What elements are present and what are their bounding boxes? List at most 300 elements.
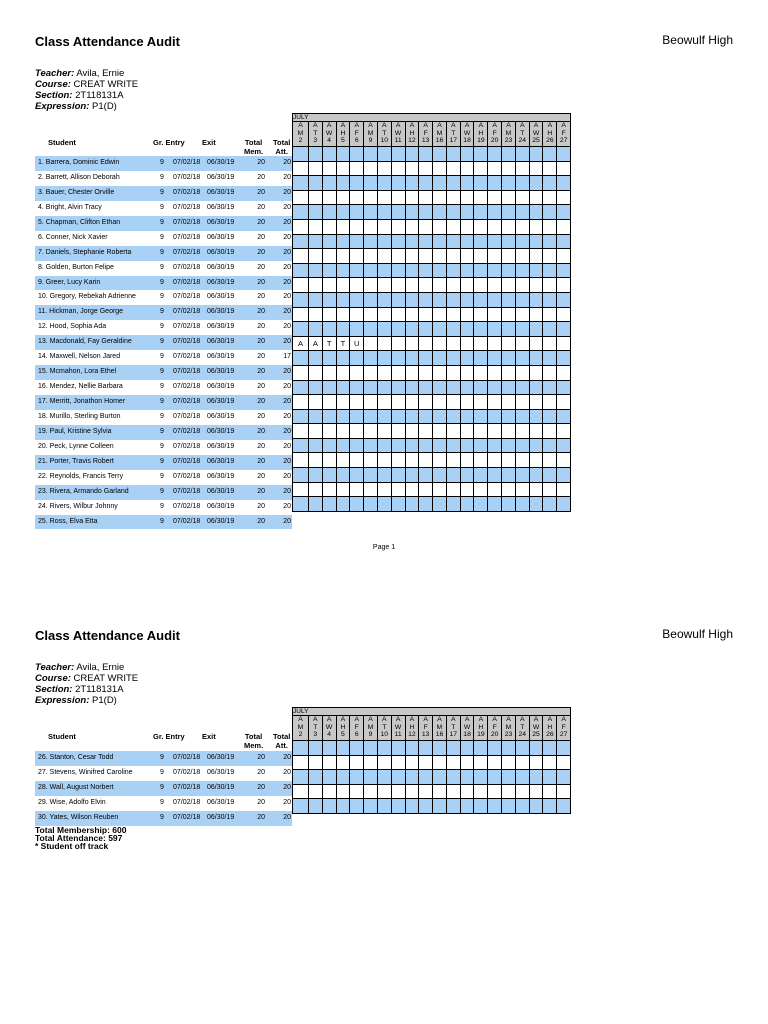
exit-date: 06/30/19 (207, 308, 235, 316)
day-header: A W 25 (529, 122, 543, 147)
entry-date: 07/02/18 (173, 427, 201, 435)
entry-date: 07/02/18 (173, 248, 201, 256)
attendance-cell (433, 741, 447, 756)
student-name: 27. Stevens, Winifred Caroline (38, 768, 133, 776)
attendance-cell (419, 784, 433, 799)
attendance-cell (557, 770, 571, 785)
student-name: 13. Macdonald, Fay Geraldine (38, 338, 132, 346)
entry-date: 07/02/18 (173, 203, 201, 211)
attendance-cell: T (322, 336, 336, 351)
attendance-cell (293, 755, 309, 770)
total-membership-cell: 20 (257, 173, 265, 181)
attendance-cell (364, 770, 378, 785)
attendance-cell (293, 799, 309, 814)
grade: 9 (160, 248, 164, 256)
total-membership-cell: 20 (257, 188, 265, 196)
month-cell (322, 708, 336, 716)
page-number: Page 1 (372, 544, 396, 551)
total-attendance-cell: 20 (283, 383, 291, 391)
attendance-cell (433, 770, 447, 785)
entry-date: 07/02/18 (173, 487, 201, 495)
grade: 9 (160, 798, 164, 806)
attendance-cell (322, 741, 336, 756)
total-membership-cell: 20 (257, 754, 265, 761)
total-attendance-cell: 20 (283, 487, 291, 495)
exit-date: 06/30/19 (207, 248, 235, 256)
attendance-cell (543, 741, 557, 756)
col-exit-header: Exit (202, 138, 216, 147)
month-cell (543, 708, 557, 716)
attendance-row (293, 784, 571, 799)
attendance-row (293, 755, 571, 770)
expression-value: P1(D) (92, 695, 117, 706)
attendance-cell (515, 741, 529, 756)
exit-date: 06/30/19 (207, 502, 235, 510)
entry-date: 07/02/18 (173, 159, 201, 166)
attendance-cell (364, 741, 378, 756)
teacher-label: Teacher: (35, 68, 75, 79)
total-membership-cell: 20 (257, 783, 265, 791)
attendance-cell (391, 784, 405, 799)
student-name: 8. Golden, Burton Felipe (38, 263, 114, 271)
grade: 9 (160, 323, 164, 331)
grade: 9 (160, 338, 164, 346)
grade: 9 (160, 768, 164, 776)
student-name: 7. Daniels, Stephanie Roberta (38, 248, 132, 256)
attendance-cell (446, 755, 460, 770)
exit-date: 06/30/19 (207, 487, 235, 495)
attendance-cell (488, 741, 502, 756)
day-header: A W 18 (460, 122, 474, 147)
grade: 9 (160, 368, 164, 376)
teacher-value: Avila, Ernie (76, 68, 125, 79)
attendance-cell (293, 741, 309, 756)
course-value: CREAT WRITE (73, 673, 139, 684)
attendance-cell (391, 741, 405, 756)
attendance-cell (460, 784, 474, 799)
total-attendance-cell: 20 (283, 159, 291, 166)
exit-date: 06/30/19 (207, 517, 235, 525)
day-header: A F 27 (557, 716, 571, 741)
day-header: A M 2 (293, 716, 309, 741)
student-name: 24. Rivers, Wilbur Johnny (38, 502, 118, 510)
day-header: A H 26 (543, 122, 557, 147)
student-name: 6. Conner, Nick Xavier (38, 233, 108, 241)
col-total-mem-header: Total Mem. (244, 138, 264, 156)
section-value: 2T118131A (75, 90, 124, 101)
exit-date: 06/30/19 (207, 218, 235, 226)
total-attendance-cell: 20 (283, 517, 291, 525)
student-name: 28. Wall, August Norbert (38, 783, 114, 791)
total-attendance-cell: 20 (283, 293, 291, 301)
attendance-cell (377, 799, 391, 814)
attendance-cell (557, 799, 571, 814)
attendance-cell (419, 799, 433, 814)
course-value: CREAT WRITE (73, 79, 139, 90)
student-name: 21. Porter, Travis Robert (38, 457, 114, 465)
day-header: A H 5 (336, 122, 350, 147)
attendance-cell (350, 755, 364, 770)
attendance-cell (405, 784, 419, 799)
day-header: A W 4 (322, 122, 336, 147)
col-total-mem-header: Total Mem. (244, 732, 264, 750)
day-header: A M 2 (293, 122, 309, 147)
grade: 9 (160, 188, 164, 196)
attendance-cell (377, 784, 391, 799)
col-gr-entry-header: Gr. Entry (153, 138, 185, 147)
total-membership-cell: 20 (257, 308, 265, 316)
total-membership-cell: 20 (257, 412, 265, 420)
attendance-cell (529, 799, 543, 814)
grade: 9 (160, 383, 164, 391)
attendance-cell (419, 755, 433, 770)
day-header: A T 10 (377, 122, 391, 147)
exit-date: 06/30/19 (207, 263, 235, 271)
day-header: A H 19 (474, 122, 488, 147)
attendance-cell (433, 755, 447, 770)
month-cell (460, 708, 474, 716)
grade: 9 (160, 278, 164, 286)
section-label: Section: (35, 90, 73, 101)
month-cell (419, 708, 433, 716)
day-header: A H 19 (474, 716, 488, 741)
student-name: 11. Hickman, Jorge George (38, 308, 124, 316)
student-name: 17. Merritt, Jonathon Homer (38, 398, 126, 405)
attendance-cell (446, 741, 460, 756)
attendance-cell (350, 799, 364, 814)
course-label: Course: (35, 673, 71, 684)
month-cell (529, 708, 543, 716)
total-attendance-cell: 20 (283, 412, 291, 420)
total-attendance-cell: 20 (283, 233, 291, 241)
student-name: 14. Maxwell, Nelson Jared (38, 353, 121, 361)
attendance-cell (557, 784, 571, 799)
attendance-cell (502, 784, 516, 799)
entry-date: 07/02/18 (173, 813, 201, 821)
attendance-cell (377, 755, 391, 770)
total-attendance-cell: 20 (283, 768, 291, 776)
total-attendance-cell: 20 (283, 442, 291, 450)
day-header: A W 25 (529, 716, 543, 741)
report-meta (35, 662, 138, 706)
attendance-cell (322, 770, 336, 785)
attendance-cell (336, 741, 350, 756)
entry-date: 07/02/18 (173, 188, 201, 196)
student-name: 1. Barrera, Dominic Edwin (38, 159, 120, 166)
month-cell (377, 708, 391, 716)
month-cell (502, 708, 516, 716)
day-header: A F 13 (419, 122, 433, 147)
attendance-cell: A (308, 336, 322, 351)
totals-block (35, 826, 126, 850)
total-membership-cell: 20 (257, 427, 265, 435)
total-membership-cell: 20 (257, 398, 265, 405)
day-header: A F 13 (419, 716, 433, 741)
attendance-cell (405, 770, 419, 785)
total-membership-cell: 20 (257, 813, 265, 821)
total-membership-cell: 20 (257, 472, 265, 480)
total-membership-cell: 20 (257, 218, 265, 226)
entry-date: 07/02/18 (173, 783, 201, 791)
grade: 9 (160, 487, 164, 495)
attendance-cell (460, 770, 474, 785)
attendance-cell: A (293, 336, 309, 351)
student-row (35, 796, 292, 811)
exit-date: 06/30/19 (207, 338, 235, 346)
attendance-cell (460, 755, 474, 770)
day-header: A F 20 (488, 716, 502, 741)
total-attendance-cell: 20 (283, 502, 291, 510)
total-attendance-cell: 20 (283, 427, 291, 435)
total-attendance-cell: 20 (283, 398, 291, 405)
entry-date: 07/02/18 (173, 323, 201, 331)
entry-date: 07/02/18 (173, 442, 201, 450)
exit-date: 06/30/19 (207, 457, 235, 465)
total-attendance-cell: 20 (283, 188, 291, 196)
attendance-cell (405, 741, 419, 756)
off-track-note: * Student off track (35, 841, 109, 851)
attendance-cell (460, 741, 474, 756)
teacher-label: Teacher: (35, 662, 75, 673)
attendance-cell (391, 770, 405, 785)
report-title: Class Attendance Audit (35, 628, 180, 643)
exit-date: 06/30/19 (207, 412, 235, 420)
attendance-cell (502, 741, 516, 756)
attendance-cell (419, 770, 433, 785)
exit-date: 06/30/19 (207, 368, 235, 376)
day-header: A F 27 (557, 122, 571, 147)
attendance-cell (391, 799, 405, 814)
month-cell (515, 708, 529, 716)
exit-date: 06/30/19 (207, 754, 235, 761)
attendance-cell (488, 799, 502, 814)
attendance-cell (474, 770, 488, 785)
attendance-cell (557, 741, 571, 756)
total-membership-cell: 20 (257, 233, 265, 241)
attendance-cell (308, 799, 322, 814)
attendance-cell (446, 784, 460, 799)
attendance-cell (433, 784, 447, 799)
month-label: JULY (293, 708, 309, 715)
total-attendance-cell: 20 (283, 173, 291, 181)
course-label: Course: (35, 79, 71, 90)
exit-date: 06/30/19 (207, 442, 235, 450)
exit-date: 06/30/19 (207, 293, 235, 301)
grade: 9 (160, 754, 164, 761)
exit-date: 06/30/19 (207, 398, 235, 405)
attendance-cell (308, 784, 322, 799)
month-cell (391, 708, 405, 716)
attendance-cell (322, 799, 336, 814)
grade: 9 (160, 398, 164, 405)
attendance-cell (488, 755, 502, 770)
total-attendance-cell: 20 (283, 218, 291, 226)
attendance-row (293, 770, 571, 785)
entry-date: 07/02/18 (173, 398, 201, 405)
student-name: 12. Hood, Sophia Ada (38, 323, 107, 331)
grade: 9 (160, 233, 164, 241)
total-membership-cell: 20 (257, 159, 265, 166)
total-membership-cell: 20 (257, 278, 265, 286)
day-header: A H 12 (405, 716, 419, 741)
attendance-cell (460, 799, 474, 814)
month-cell (308, 708, 322, 716)
attendance-cell (488, 770, 502, 785)
day-header: A T 3 (308, 122, 322, 147)
student-row (35, 766, 292, 781)
month-cell (336, 708, 350, 716)
grade: 9 (160, 159, 164, 166)
attendance-cell (350, 784, 364, 799)
grade: 9 (160, 218, 164, 226)
total-membership: Total Membership: 600 (35, 825, 127, 835)
exit-date: 06/30/19 (207, 472, 235, 480)
day-header: A M 23 (502, 122, 516, 147)
exit-date: 06/30/19 (207, 323, 235, 331)
attendance-cell (474, 755, 488, 770)
student-rows (35, 751, 292, 826)
student-name: 15. Mcmahon, Lora Ethel (38, 368, 117, 376)
exit-date: 06/30/19 (207, 159, 235, 166)
total-membership-cell: 20 (257, 768, 265, 776)
attendance-cell (364, 784, 378, 799)
grade: 9 (160, 293, 164, 301)
attendance-cell (446, 770, 460, 785)
attendance-cell (474, 784, 488, 799)
col-total-att-header: Total Att. (273, 732, 291, 750)
student-name: 20. Peck, Lynne Colleen (38, 442, 114, 450)
student-name: 25. Ross, Elva Etta (38, 517, 98, 525)
total-membership-cell: 20 (257, 368, 265, 376)
day-header: A T 24 (515, 716, 529, 741)
total-membership-cell: 20 (257, 353, 265, 361)
student-row (35, 811, 292, 826)
attendance-cell (377, 770, 391, 785)
exit-date: 06/30/19 (207, 278, 235, 286)
attendance-cell (336, 784, 350, 799)
day-header: A T 17 (446, 122, 460, 147)
month-cell (557, 708, 571, 716)
total-membership-cell: 20 (257, 502, 265, 510)
attendance-cell (502, 799, 516, 814)
exit-date: 06/30/19 (207, 353, 235, 361)
month-cell (364, 708, 378, 716)
entry-date: 07/02/18 (173, 278, 201, 286)
total-attendance-cell: 20 (283, 278, 291, 286)
attendance-cell (515, 799, 529, 814)
report-title: Class Attendance Audit (35, 34, 180, 49)
teacher-value: Avila, Ernie (76, 662, 125, 673)
student-row (35, 781, 292, 796)
attendance-cell (391, 755, 405, 770)
attendance-cell (308, 741, 322, 756)
exit-date: 06/30/19 (207, 383, 235, 391)
entry-date: 07/02/18 (173, 768, 201, 776)
student-row (35, 515, 292, 530)
total-membership-cell: 20 (257, 293, 265, 301)
entry-date: 07/02/18 (173, 218, 201, 226)
col-student-header: Student (48, 138, 76, 147)
total-attendance-cell: 20 (283, 338, 291, 346)
total-attendance-cell: 20 (283, 248, 291, 256)
col-exit-header: Exit (202, 732, 216, 741)
student-name: 3. Bauer, Chester Orville (38, 188, 115, 196)
attendance-cell (308, 770, 322, 785)
section-label: Section: (35, 684, 73, 695)
total-membership-cell: 20 (257, 323, 265, 331)
student-name: 5. Chapman, Clifton Ethan (38, 218, 121, 226)
total-membership-cell: 20 (257, 248, 265, 256)
attendance-cell (515, 784, 529, 799)
total-membership-cell: 20 (257, 487, 265, 495)
day-header: A T 24 (515, 122, 529, 147)
grade: 9 (160, 427, 164, 435)
school-name: Beowulf High (662, 33, 733, 47)
total-attendance-cell: 20 (283, 308, 291, 316)
expression-label: Expression: (35, 695, 90, 706)
total-attendance-cell: 20 (283, 754, 291, 761)
day-header: A W 11 (391, 122, 405, 147)
attendance-cell (419, 741, 433, 756)
attendance-row (293, 799, 571, 814)
entry-date: 07/02/18 (173, 263, 201, 271)
total-attendance-cell: 20 (283, 323, 291, 331)
total-attendance-cell: 20 (283, 783, 291, 791)
grade: 9 (160, 203, 164, 211)
total-membership-cell: 20 (257, 383, 265, 391)
student-name: 30. Yates, Wilson Reuben (38, 813, 119, 821)
day-header: A F 20 (488, 122, 502, 147)
exit-date: 06/30/19 (207, 188, 235, 196)
attendance-cell (322, 755, 336, 770)
attendance-cell (364, 755, 378, 770)
col-student-header: Student (48, 732, 76, 741)
entry-date: 07/02/18 (173, 338, 201, 346)
entry-date: 07/02/18 (173, 798, 201, 806)
total-membership-cell: 20 (257, 798, 265, 806)
exit-date: 06/30/19 (207, 783, 235, 791)
attendance-cell (433, 799, 447, 814)
grade: 9 (160, 472, 164, 480)
entry-date: 07/02/18 (173, 412, 201, 420)
total-attendance-cell: 20 (283, 368, 291, 376)
day-grid-table (292, 707, 571, 814)
student-name: 10. Gregory, Rebekah Adrienne (38, 293, 136, 301)
attendance-cell (293, 784, 309, 799)
attendance-cell (543, 799, 557, 814)
month-cell (488, 708, 502, 716)
day-header: A T 17 (446, 716, 460, 741)
month-cell (446, 708, 460, 716)
exit-date: 06/30/19 (207, 813, 235, 821)
day-header: A F 6 (350, 716, 364, 741)
grade: 9 (160, 412, 164, 420)
student-name: 22. Reynolds, Francis Terry (38, 472, 124, 480)
attendance-cell (529, 741, 543, 756)
attendance-cell (350, 741, 364, 756)
grade: 9 (160, 263, 164, 271)
attendance-cell (529, 755, 543, 770)
attendance-cell (529, 770, 543, 785)
total-attendance-cell: 20 (283, 798, 291, 806)
attendance-cell (446, 799, 460, 814)
total-attendance-cell: 17 (283, 353, 291, 361)
day-header: A M 9 (364, 122, 378, 147)
attendance-cell (350, 770, 364, 785)
entry-date: 07/02/18 (173, 754, 201, 761)
attendance-cell (364, 799, 378, 814)
attendance-cell (502, 770, 516, 785)
